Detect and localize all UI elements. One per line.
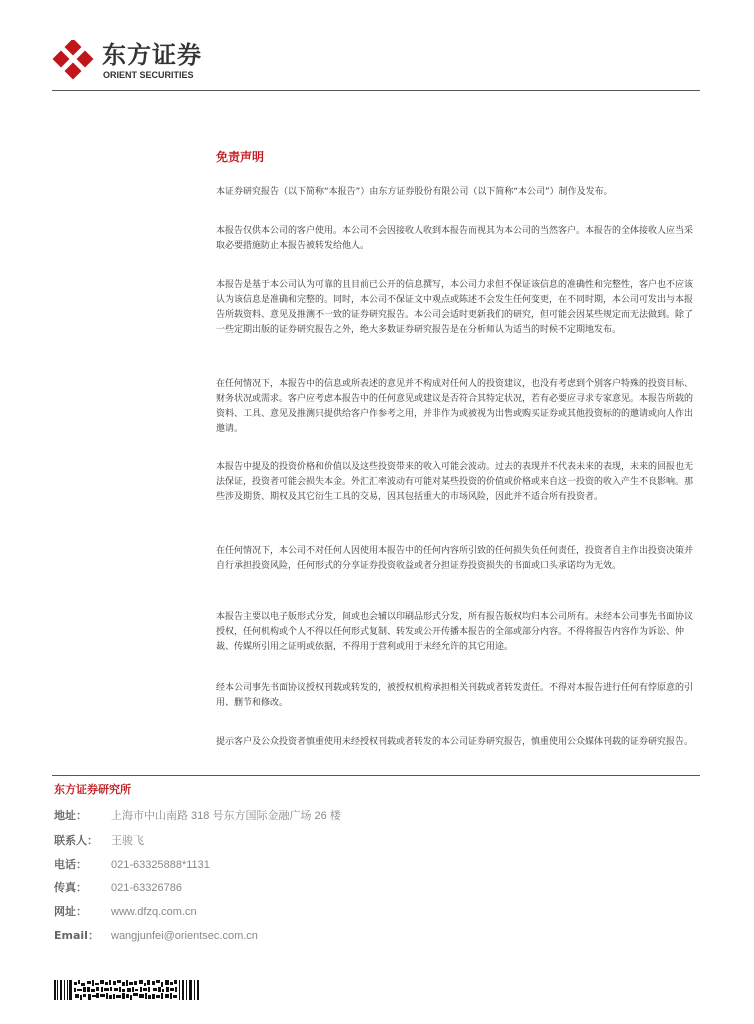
contact-label: 联系人： <box>54 834 98 847</box>
disclaimer-section <box>216 148 700 747</box>
contact-value: 021-63325888*1131 <box>111 859 210 871</box>
disclaimer-paragraph: 本报告主要以电子版形式分发，间或也会辅以印刷品形式分发，所有报告版权均归本公司所有。未经本公司事先书面协议授权，任何机构或个人不得以任何形式复制、转发或公开传播本报告的全部或部分内容。不得将报告内容作为诉讼、仲裁、传媒所引用之证明或依据，不得用于营利或用于未经允许的其它用途。 <box>216 612 694 652</box>
contact-label: 网址： <box>54 905 87 918</box>
contact-label: 电话： <box>54 858 87 871</box>
contact-value: 上海市中山南路 318 号东方国际金融广场 26 楼 <box>111 810 341 822</box>
header-divider <box>52 90 700 91</box>
research-institute-name: 东方证券研究所 <box>54 783 131 796</box>
disclaimer-paragraph: 本证券研究报告（以下简称“本报告”）由东方证券股份有限公司（以下简称“本公司”）制作及发布。 <box>216 187 613 197</box>
website-link[interactable]: www.dfzq.com.cn <box>111 906 197 918</box>
disclaimer-paragraph: 本报告仅供本公司的客户使用。本公司不会因接收人收到本报告而视其为本公司的当然客户。本报告的全体接收人应当采取必要措施防止本报告被转发给他人。 <box>216 226 694 251</box>
disclaimer-title: 免责声明 <box>216 150 265 164</box>
contact-label: 地址： <box>54 809 87 822</box>
barcode-icon <box>54 980 202 1000</box>
brand-name-en: ORIENT SECURITIES <box>103 70 194 80</box>
header <box>52 40 700 92</box>
disclaimer-paragraph: 本报告是基于本公司认为可靠的且目前已公开的信息撰写，本公司力求但不保证该信息的准确性和完整性，客户也不应该认为该信息是准确和完整的。同时，本公司不保证文中观点或陈述不会发生任何变更，在不同时期，本公司可发出与本报告所载资料、意见及推测不一致的证券研究报告。本公司会适时更新我们的研究，但可能会因某些规定而无法做到。除了一些定期出版的证券研究报告之外，绝大多数证券研究报告是在分析师认为适当的时候不定期地发布。 <box>216 280 694 335</box>
contact-value: 王骏飞 <box>111 835 144 847</box>
orient-securities-logo-icon <box>52 40 96 82</box>
disclaimer-paragraph: 提示客户及公众投资者慎重使用未经授权刊载或者转发的本公司证券研究报告，慎重使用公众媒体刊载的证券研究报告。 <box>216 737 694 747</box>
disclaimer-paragraph: 经本公司事先书面协议授权刊载或转发的，被授权机构承担相关刊载或者转发责任。不得对本报告进行任何有悖原意的引用、删节和修改。 <box>216 683 694 708</box>
brand-name-cn: 东方证券 <box>102 41 202 69</box>
contact-label: 传真： <box>54 881 87 894</box>
email-link[interactable]: wangjunfei@orientsec.com.cn <box>111 930 258 942</box>
contact-value: 021-63326786 <box>111 882 182 894</box>
contact-label: Email： <box>54 929 99 942</box>
disclaimer-paragraph: 本报告中提及的投资价格和价值以及这些投资带来的收入可能会波动。过去的表现并不代表未来的表现，未来的回报也无法保证，投资者可能会损失本金。外汇汇率波动有可能对某些投资的价值或价格或来自这一投资的收入产生不良影响。那些涉及期货、期权及其它衍生工具的交易，因其包括重大的市场风险，因此并不适合所有投资者。 <box>216 462 694 502</box>
footer-divider <box>52 775 700 776</box>
disclaimer-paragraph: 在任何情况下，本公司不对任何人因使用本报告中的任何内容所引致的任何损失负任何责任，投资者自主作出投资决策并自行承担投资风险，任何形式的分享证券投资收益或者分担证券投资损失的书面或口头承诺均为无效。 <box>216 546 694 571</box>
disclaimer-paragraph: 在任何情况下，本报告中的信息或所表述的意见并不构成对任何人的投资建议，也没有考虑到个别客户特殊的投资目标、财务状况或需求。客户应考虑本报告中的任何意见或建议是否符合其特定状况，若有必要应寻求专家意见。本报告所载的资料、工具、意见及推测只提供给客户作参考之用，并非作为或被视为出售或购买证券或其他投资标的的邀请或向人作出邀请。 <box>216 379 694 434</box>
